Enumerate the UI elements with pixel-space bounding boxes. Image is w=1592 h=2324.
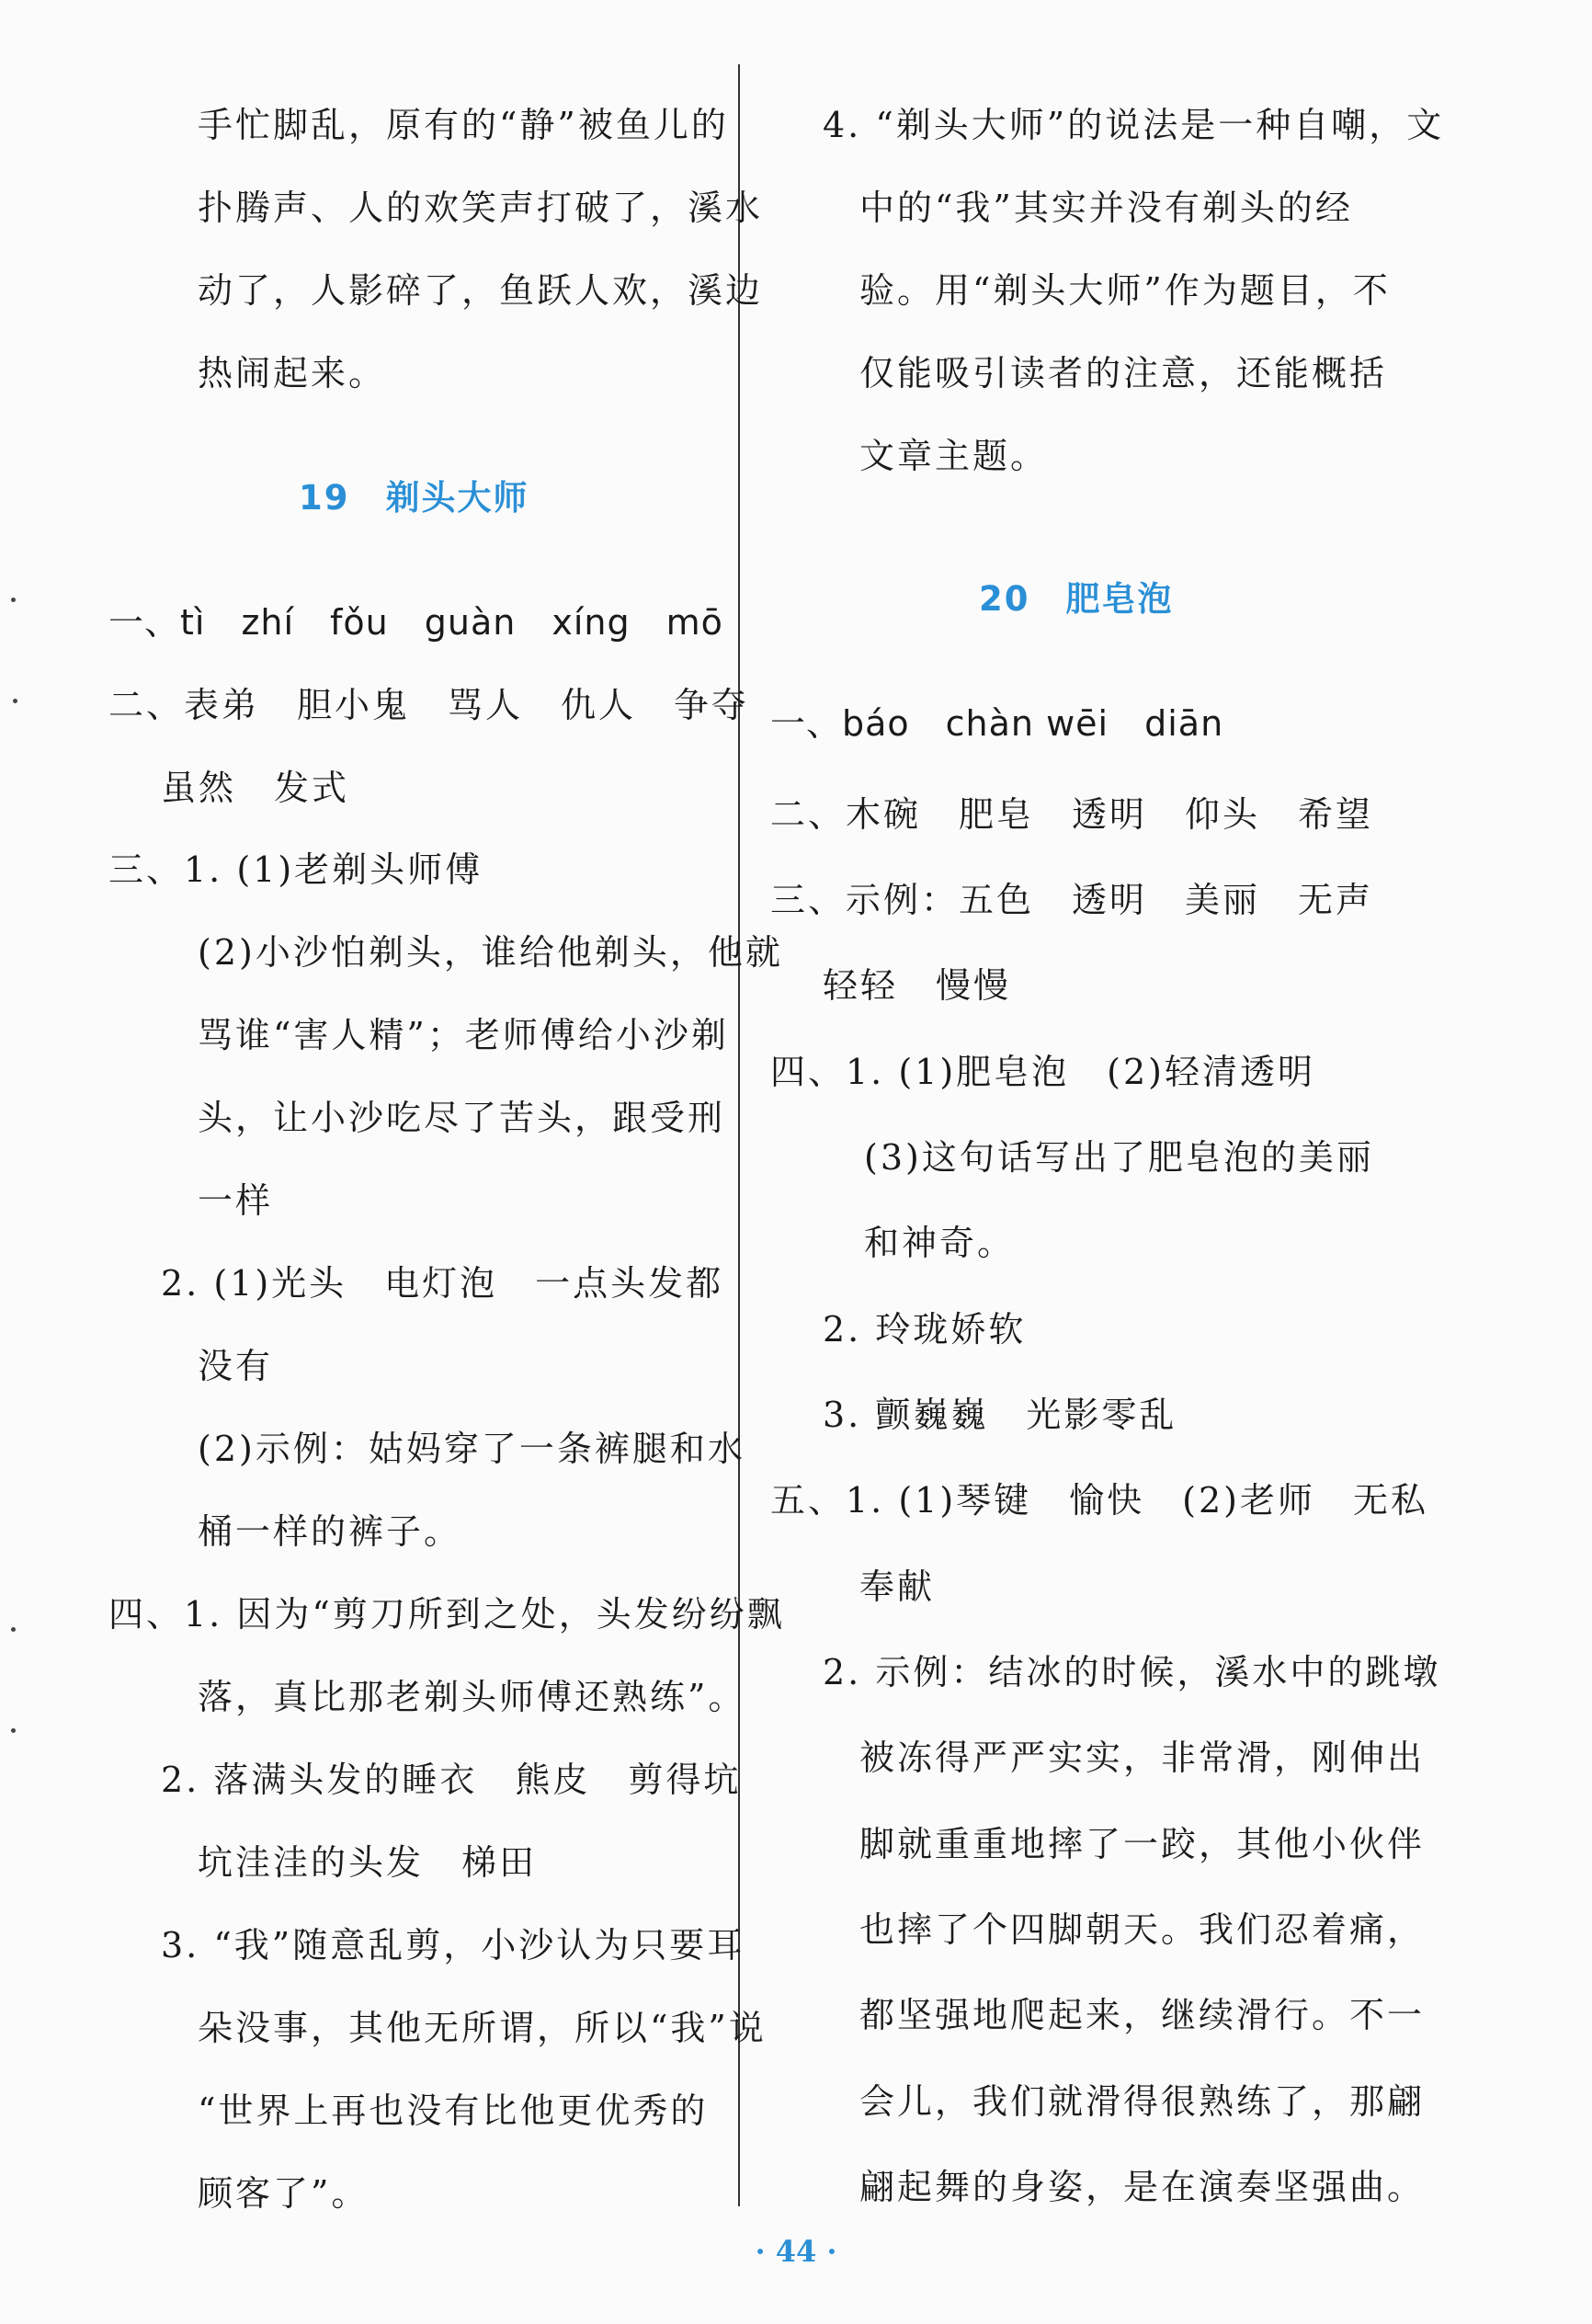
answer-line: 三、示例：五色 透明 美丽 无声 <box>770 880 1374 920</box>
answer-line: 仅能吸引读者的注意，还能概括 <box>859 353 1388 393</box>
answer-line: 轻轻 慢慢 <box>823 965 1012 1006</box>
answer-line: 2. 示例：结冰的时候，溪水中的跳墩 <box>823 1652 1441 1692</box>
answer-line: 四、1. (1)肥皂泡 (2)轻清透明 <box>770 1052 1315 1092</box>
answer-line: 中的“我”其实并没有剃头的经 <box>859 188 1353 228</box>
answer-line: 桶一样的裤子。 <box>198 1511 462 1552</box>
answer-line: 被冻得严严实实，非常滑，刚伸出 <box>859 1737 1426 1778</box>
answer-line: 验。用“剃头大师”作为题目，不 <box>859 270 1391 311</box>
section-title-19: 19 剃头大师 <box>299 478 529 518</box>
answer-line: 一、báo chàn wēi diān <box>770 703 1224 744</box>
answer-line: 虽然 发式 <box>161 768 350 808</box>
text-line: 手忙脚乱，原有的“静”被鱼儿的 <box>198 105 729 145</box>
answer-line: 二、木碗 肥皂 透明 仰头 希望 <box>770 794 1374 835</box>
answer-line: “世界上再也没有比他更优秀的 <box>198 2090 709 2131</box>
answer-line: 骂谁“害人精”；老师傅给小沙剃 <box>198 1015 729 1055</box>
answer-line: 都坚强地爬起来，继续滑行。不一 <box>859 1995 1426 2035</box>
answer-line: 坑洼洼的头发 梯田 <box>198 1842 538 1883</box>
section-title-20: 20 肥皂泡 <box>979 579 1174 619</box>
answer-line: 和神奇。 <box>864 1223 1016 1263</box>
answer-line: 文章主题。 <box>859 436 1049 476</box>
answer-line: 一、tì zhí fǒu guàn xíng mō <box>108 602 723 643</box>
answer-line: 三、1. (1)老剃头师傅 <box>108 849 483 890</box>
answer-line: 4. “剃头大师”的说法是一种自嘲，文 <box>823 105 1445 145</box>
answer-line: 奉献 <box>859 1566 936 1607</box>
text-line: 动了，人影碎了，鱼跃人欢，溪边 <box>198 270 764 311</box>
answer-line: 2. 玲珑娇软 <box>823 1309 1027 1350</box>
answer-line: (2)小沙怕剃头，谁给他剃头，他就 <box>198 932 783 973</box>
answer-line: 顾客了”。 <box>198 2173 370 2214</box>
margin-speck <box>13 699 17 703</box>
column-divider <box>738 64 740 2206</box>
answer-line: (3)这句话写出了肥皂泡的美丽 <box>864 1137 1374 1178</box>
text-line: 扑腾声、人的欢笑声打破了，溪水 <box>198 188 764 228</box>
answer-line: 二、表弟 胆小鬼 骂人 仇人 争夺 <box>108 685 750 725</box>
margin-speck <box>11 1728 16 1733</box>
margin-speck <box>11 598 16 602</box>
answer-line: 四、1. 因为“剪刀所到之处，头发纷纷飘 <box>108 1594 785 1635</box>
answer-line: 脚就重重地摔了一跤，其他小伙伴 <box>859 1824 1426 1864</box>
answer-line: 没有 <box>198 1346 274 1386</box>
answer-line: 3. 颤巍巍 光影零乱 <box>823 1395 1177 1435</box>
answer-line: 2. (1)光头 电灯泡 一点头发都 <box>161 1263 724 1304</box>
answer-line: 2. 落满头发的睡衣 熊皮 剪得坑 <box>161 1760 742 1800</box>
answer-line: 会儿，我们就滑得很熟练了，那翩 <box>859 2081 1426 2122</box>
answer-line: 落，真比那老剃头师傅还熟练”。 <box>198 1677 746 1717</box>
margin-speck <box>11 1627 16 1632</box>
page-number: · 44 · <box>755 2234 837 2269</box>
answer-line: 朵没事，其他无所谓，所以“我”说 <box>198 2008 767 2048</box>
answer-line: 3. “我”随意乱剪，小沙认为只要耳 <box>161 1925 745 1965</box>
answer-line: 五、1. (1)琴键 愉快 (2)老师 无私 <box>770 1480 1428 1521</box>
answer-line: 一样 <box>198 1180 274 1221</box>
answer-line: (2)示例：姑妈穿了一条裤腿和水 <box>198 1429 745 1469</box>
text-line: 热闹起来。 <box>198 353 387 393</box>
answer-line: 也摔了个四脚朝天。我们忍着痛， <box>859 1909 1426 1950</box>
answer-line: 头，让小沙吃尽了苦头，跟受刑 <box>198 1098 726 1138</box>
answer-line: 翩起舞的身姿，是在演奏坚强曲。 <box>859 2167 1426 2207</box>
